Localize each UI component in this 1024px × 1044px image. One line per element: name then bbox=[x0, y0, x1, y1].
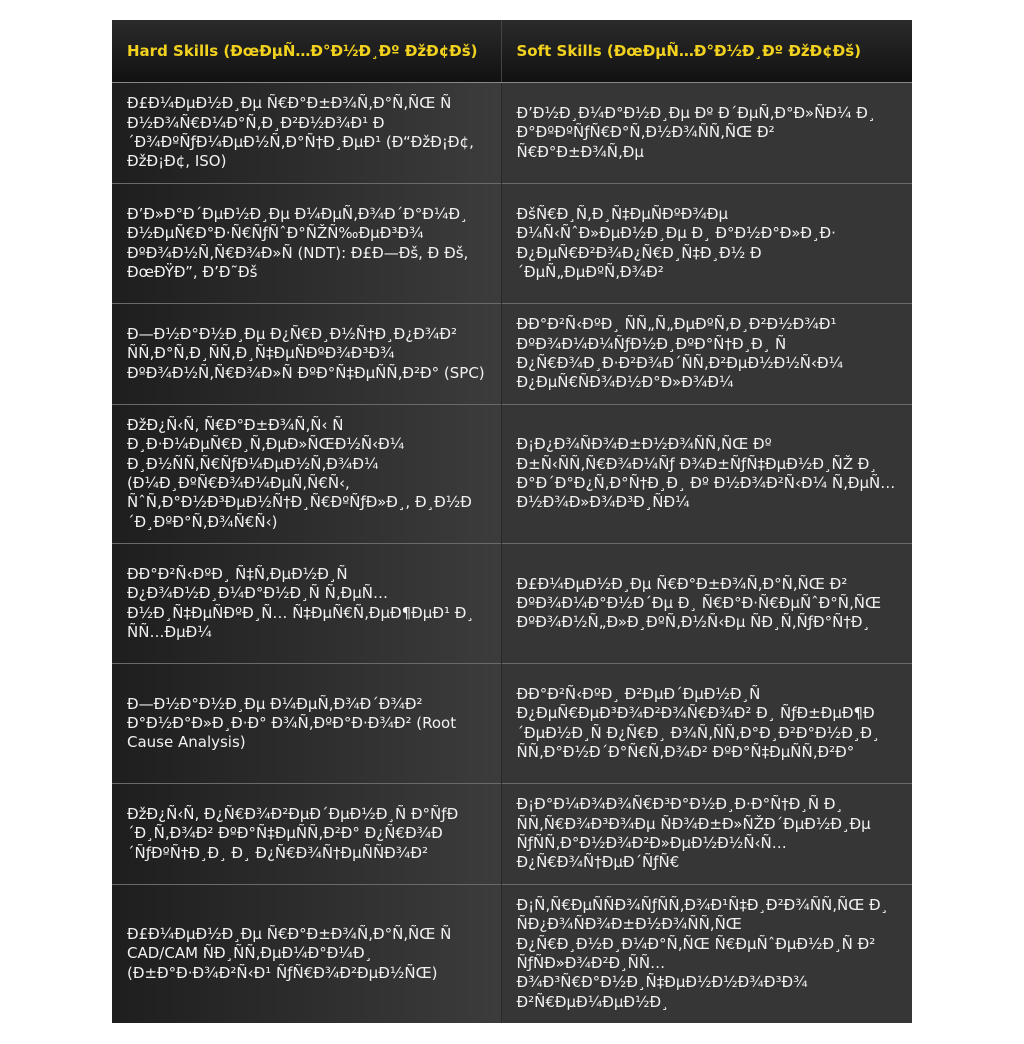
soft-skill-cell bbox=[501, 405, 912, 544]
hard-skill-cell bbox=[112, 885, 501, 1024]
soft-skill-text: Ð¡Ð¿Ð¾ÑÐ¾Ð±Ð½Ð¾ÑÑ‚ÑŒ Ðº Ð±Ñ‹ÑÑ‚Ñ€Ð¾Ð¼Ñƒ Ð¾Ð±ÑƒÑ‡ÐµÐ½Ð¸ÑŽ Ð¸ Ð°Ð´Ð°Ð¿Ñ‚Ð°Ñ†Ð¸Ð¸ Ðº Ð½Ð¾Ð²Ñ‹Ð¼ Ñ‚ÐµÑ…Ð½Ð¾Ð»Ð¾Ð³Ð¸ÑÐ¼ bbox=[516, 435, 896, 512]
hard-skill-text: Ð—Ð½Ð°Ð½Ð¸Ðµ Ð¼ÐµÑ‚Ð¾Ð´Ð¾Ð² Ð°Ð½Ð°Ð»Ð¸Ð·Ð° Ð¾Ñ‚ÐºÐ°Ð·Ð¾Ð² (Root Cause Analysis) bbox=[127, 694, 457, 752]
hard-skill-cell bbox=[112, 544, 501, 664]
soft-skill-cell bbox=[501, 885, 912, 1024]
hard-skill-text: ÐÐ°Ð²Ñ‹ÐºÐ¸ Ñ‡Ñ‚ÐµÐ½Ð¸Ñ Ð¿Ð¾Ð½Ð¸Ð¼Ð°Ð½Ð¸Ñ Ñ‚ÐµÑ…Ð½Ð¸Ñ‡ÐµÑÐºÐ¸Ñ… Ñ‡ÐµÑ€Ñ‚ÐµÐ¶ÐµÐ¹ Ð¸ ÑÑ…ÐµÐ¼ bbox=[127, 564, 474, 641]
hard-skill-cell bbox=[112, 184, 501, 304]
header-hard-skills bbox=[112, 20, 501, 83]
table-body bbox=[112, 83, 912, 1024]
header-soft-skills-label: Soft Skills (ÐœÐµÑ…Ð°Ð½Ð¸Ðº ÐžÐ¢Ðš) bbox=[516, 42, 862, 60]
header-row bbox=[112, 20, 912, 83]
hard-skill-text: Ð’Ð»Ð°Ð´ÐµÐ½Ð¸Ðµ Ð¼ÐµÑ‚Ð¾Ð´Ð°Ð¼Ð¸ Ð½ÐµÑ€Ð°Ð·Ñ€ÑƒÑˆÐ°ÑŽÑ‰ÐµÐ³Ð¾ ÐºÐ¾Ð½Ñ‚Ñ€Ð¾Ð»Ñ (NDT): Ð£Ð—Ðš, Ð Ðš, ÐœÐŸÐ”, Ð’Ð˜Ðš bbox=[127, 204, 469, 281]
soft-skill-text: Ð¡Ð°Ð¼Ð¾Ð¾Ñ€Ð³Ð°Ð½Ð¸Ð·Ð°Ñ†Ð¸Ñ Ð¸ ÑÑ‚Ñ€Ð¾Ð³Ð¾Ðµ ÑÐ¾Ð±Ð»ÑŽÐ´ÐµÐ½Ð¸Ðµ ÑƒÑÑ‚Ð°Ð½Ð¾Ð²Ð»ÐµÐ½Ð½Ñ‹Ñ… Ð¿Ñ€Ð¾Ñ†ÐµÐ´ÑƒÑ€ bbox=[516, 795, 871, 872]
table-row bbox=[112, 885, 912, 1024]
soft-skill-cell bbox=[501, 184, 912, 304]
hard-skill-cell bbox=[112, 784, 501, 885]
hard-skill-cell bbox=[112, 83, 501, 184]
header-hard-skills-label: Hard Skills (ÐœÐµÑ…Ð°Ð½Ð¸Ðº ÐžÐ¢Ðš) bbox=[127, 42, 478, 60]
skills-table-container bbox=[112, 20, 912, 1023]
table-row bbox=[112, 664, 912, 784]
table-row bbox=[112, 544, 912, 664]
hard-skill-text: ÐžÐ¿Ñ‹Ñ‚ Ñ€Ð°Ð±Ð¾Ñ‚Ñ‹ Ñ Ð¸Ð·Ð¼ÐµÑ€Ð¸Ñ‚ÐµÐ»ÑŒÐ½Ñ‹Ð¼ Ð¸Ð½ÑÑ‚Ñ€ÑƒÐ¼ÐµÐ½Ñ‚Ð¾Ð¼ (Ð¼Ð¸ÐºÑ€Ð¾Ð¼ÐµÑ‚Ñ€Ñ‹, ÑˆÑ‚Ð°Ð½Ð³ÐµÐ½Ñ†Ð¸Ñ€ÐºÑƒÐ»Ð¸, Ð¸Ð½Ð´Ð¸ÐºÐ°Ñ‚Ð¾Ñ€Ñ‹) bbox=[127, 416, 472, 531]
soft-skill-text: ÐÐ°Ð²Ñ‹ÐºÐ¸ Ð²ÐµÐ´ÐµÐ½Ð¸Ñ Ð¿ÐµÑ€ÐµÐ³Ð¾Ð²Ð¾Ñ€Ð¾Ð² Ð¸ ÑƒÐ±ÐµÐ¶Ð´ÐµÐ½Ð¸Ñ Ð¿Ñ€Ð¸ Ð¾Ñ‚ÑÑ‚Ð°Ð¸Ð²Ð°Ð½Ð¸Ð¸ ÑÑ‚Ð°Ð½Ð´Ð°Ñ€Ñ‚Ð¾Ð² ÐºÐ°Ñ‡ÐµÑÑ‚Ð²Ð° bbox=[516, 684, 880, 761]
hard-skill-cell bbox=[112, 664, 501, 784]
soft-skill-text: Ð’Ð½Ð¸Ð¼Ð°Ð½Ð¸Ðµ Ðº Ð´ÐµÑ‚Ð°Ð»ÑÐ¼ Ð¸ Ð°ÐºÐºÑƒÑ€Ð°Ñ‚Ð½Ð¾ÑÑ‚ÑŒ Ð² Ñ€Ð°Ð±Ð¾Ñ‚Ðµ bbox=[516, 104, 876, 161]
header-soft-skills bbox=[501, 20, 912, 83]
table-row bbox=[112, 304, 912, 405]
soft-skill-cell bbox=[501, 83, 912, 184]
table-row bbox=[112, 184, 912, 304]
table-row bbox=[112, 405, 912, 544]
soft-skill-cell bbox=[501, 784, 912, 885]
hard-skill-cell bbox=[112, 405, 501, 544]
soft-skill-text: Ð£Ð¼ÐµÐ½Ð¸Ðµ Ñ€Ð°Ð±Ð¾Ñ‚Ð°Ñ‚ÑŒ Ð² ÐºÐ¾Ð¼Ð°Ð½Ð´Ðµ Ð¸ Ñ€Ð°Ð·Ñ€ÐµÑˆÐ°Ñ‚ÑŒ ÐºÐ¾Ð½Ñ„Ð»Ð¸ÐºÑ‚Ð½Ñ‹Ðµ ÑÐ¸Ñ‚ÑƒÐ°Ñ†Ð¸ bbox=[516, 574, 882, 632]
table-header bbox=[112, 20, 912, 83]
soft-skill-text: ÐšÑ€Ð¸Ñ‚Ð¸Ñ‡ÐµÑÐºÐ¾Ðµ Ð¼Ñ‹ÑˆÐ»ÐµÐ½Ð¸Ðµ Ð¸ Ð°Ð½Ð°Ð»Ð¸Ð· Ð¿ÐµÑ€Ð²Ð¾Ð¿Ñ€Ð¸Ñ‡Ð¸Ð½ Ð´ÐµÑ„ÐµÐºÑ‚Ð¾Ð² bbox=[516, 204, 836, 281]
soft-skill-text: Ð¡Ñ‚Ñ€ÐµÑÑÐ¾ÑƒÑÑ‚Ð¾Ð¹Ñ‡Ð¸Ð²Ð¾ÑÑ‚ÑŒ Ð¸ ÑÐ¿Ð¾ÑÐ¾Ð±Ð½Ð¾ÑÑ‚ÑŒ Ð¿Ñ€Ð¸Ð½Ð¸Ð¼Ð°Ñ‚ÑŒ Ñ€ÐµÑˆÐµÐ½Ð¸Ñ Ð² ÑƒÑÐ»Ð¾Ð²Ð¸ÑÑ… Ð¾Ð³Ñ€Ð°Ð½Ð¸Ñ‡ÐµÐ½Ð½Ð¾Ð³Ð¾ Ð²Ñ€ÐµÐ¼ÐµÐ½Ð¸ bbox=[516, 896, 889, 1011]
soft-skill-text: ÐÐ°Ð²Ñ‹ÐºÐ¸ ÑÑ„Ñ„ÐµÐºÑ‚Ð¸Ð²Ð½Ð¾Ð¹ ÐºÐ¾Ð¼Ð¼ÑƒÐ½Ð¸ÐºÐ°Ñ†Ð¸Ð¸ Ñ Ð¿Ñ€Ð¾Ð¸Ð·Ð²Ð¾Ð´ÑÑ‚Ð²ÐµÐ½Ð½Ñ‹Ð¼ Ð¿ÐµÑ€ÑÐ¾Ð½Ð°Ð»Ð¾Ð¼ bbox=[516, 315, 844, 392]
table-row bbox=[112, 784, 912, 885]
soft-skill-cell bbox=[501, 664, 912, 784]
hard-skill-cell bbox=[112, 304, 501, 405]
hard-skill-text: Ð—Ð½Ð°Ð½Ð¸Ðµ Ð¿Ñ€Ð¸Ð½Ñ†Ð¸Ð¿Ð¾Ð² ÑÑ‚Ð°Ñ‚Ð¸ÑÑ‚Ð¸Ñ‡ÐµÑÐºÐ¾Ð³Ð¾ ÐºÐ¾Ð½Ñ‚Ñ€Ð¾Ð»Ñ ÐºÐ°Ñ‡ÐµÑÑ‚Ð²Ð° (SPC) bbox=[127, 325, 485, 382]
hard-skill-text: Ð£Ð¼ÐµÐ½Ð¸Ðµ Ñ€Ð°Ð±Ð¾Ñ‚Ð°Ñ‚ÑŒ Ñ Ð½Ð¾Ñ€Ð¼Ð°Ñ‚Ð¸Ð²Ð½Ð¾Ð¹ Ð´Ð¾ÐºÑƒÐ¼ÐµÐ½Ñ‚Ð°Ñ†Ð¸ÐµÐ¹ (Ð“ÐžÐ¡Ð¢, ÐžÐ¡Ð¢, ISO) bbox=[127, 94, 474, 171]
soft-skill-cell bbox=[501, 304, 912, 405]
skills-table bbox=[112, 20, 912, 1023]
hard-skill-text: ÐžÐ¿Ñ‹Ñ‚ Ð¿Ñ€Ð¾Ð²ÐµÐ´ÐµÐ½Ð¸Ñ Ð°ÑƒÐ´Ð¸Ñ‚Ð¾Ð² ÐºÐ°Ñ‡ÐµÑÑ‚Ð²Ð° Ð¿Ñ€Ð¾Ð´ÑƒÐºÑ†Ð¸Ð¸ Ð¸ Ð¿Ñ€Ð¾Ñ†ÐµÑÑÐ¾Ð² bbox=[127, 805, 459, 862]
hard-skill-text: Ð£Ð¼ÐµÐ½Ð¸Ðµ Ñ€Ð°Ð±Ð¾Ñ‚Ð°Ñ‚ÑŒ Ñ CAD/CAM ÑÐ¸ÑÑ‚ÐµÐ¼Ð°Ð¼Ð¸ (Ð±Ð°Ð·Ð¾Ð²Ñ‹Ð¹ ÑƒÑ€Ð¾Ð²ÐµÐ½ÑŒ) bbox=[127, 925, 452, 982]
table-row bbox=[112, 83, 912, 184]
soft-skill-cell bbox=[501, 544, 912, 664]
